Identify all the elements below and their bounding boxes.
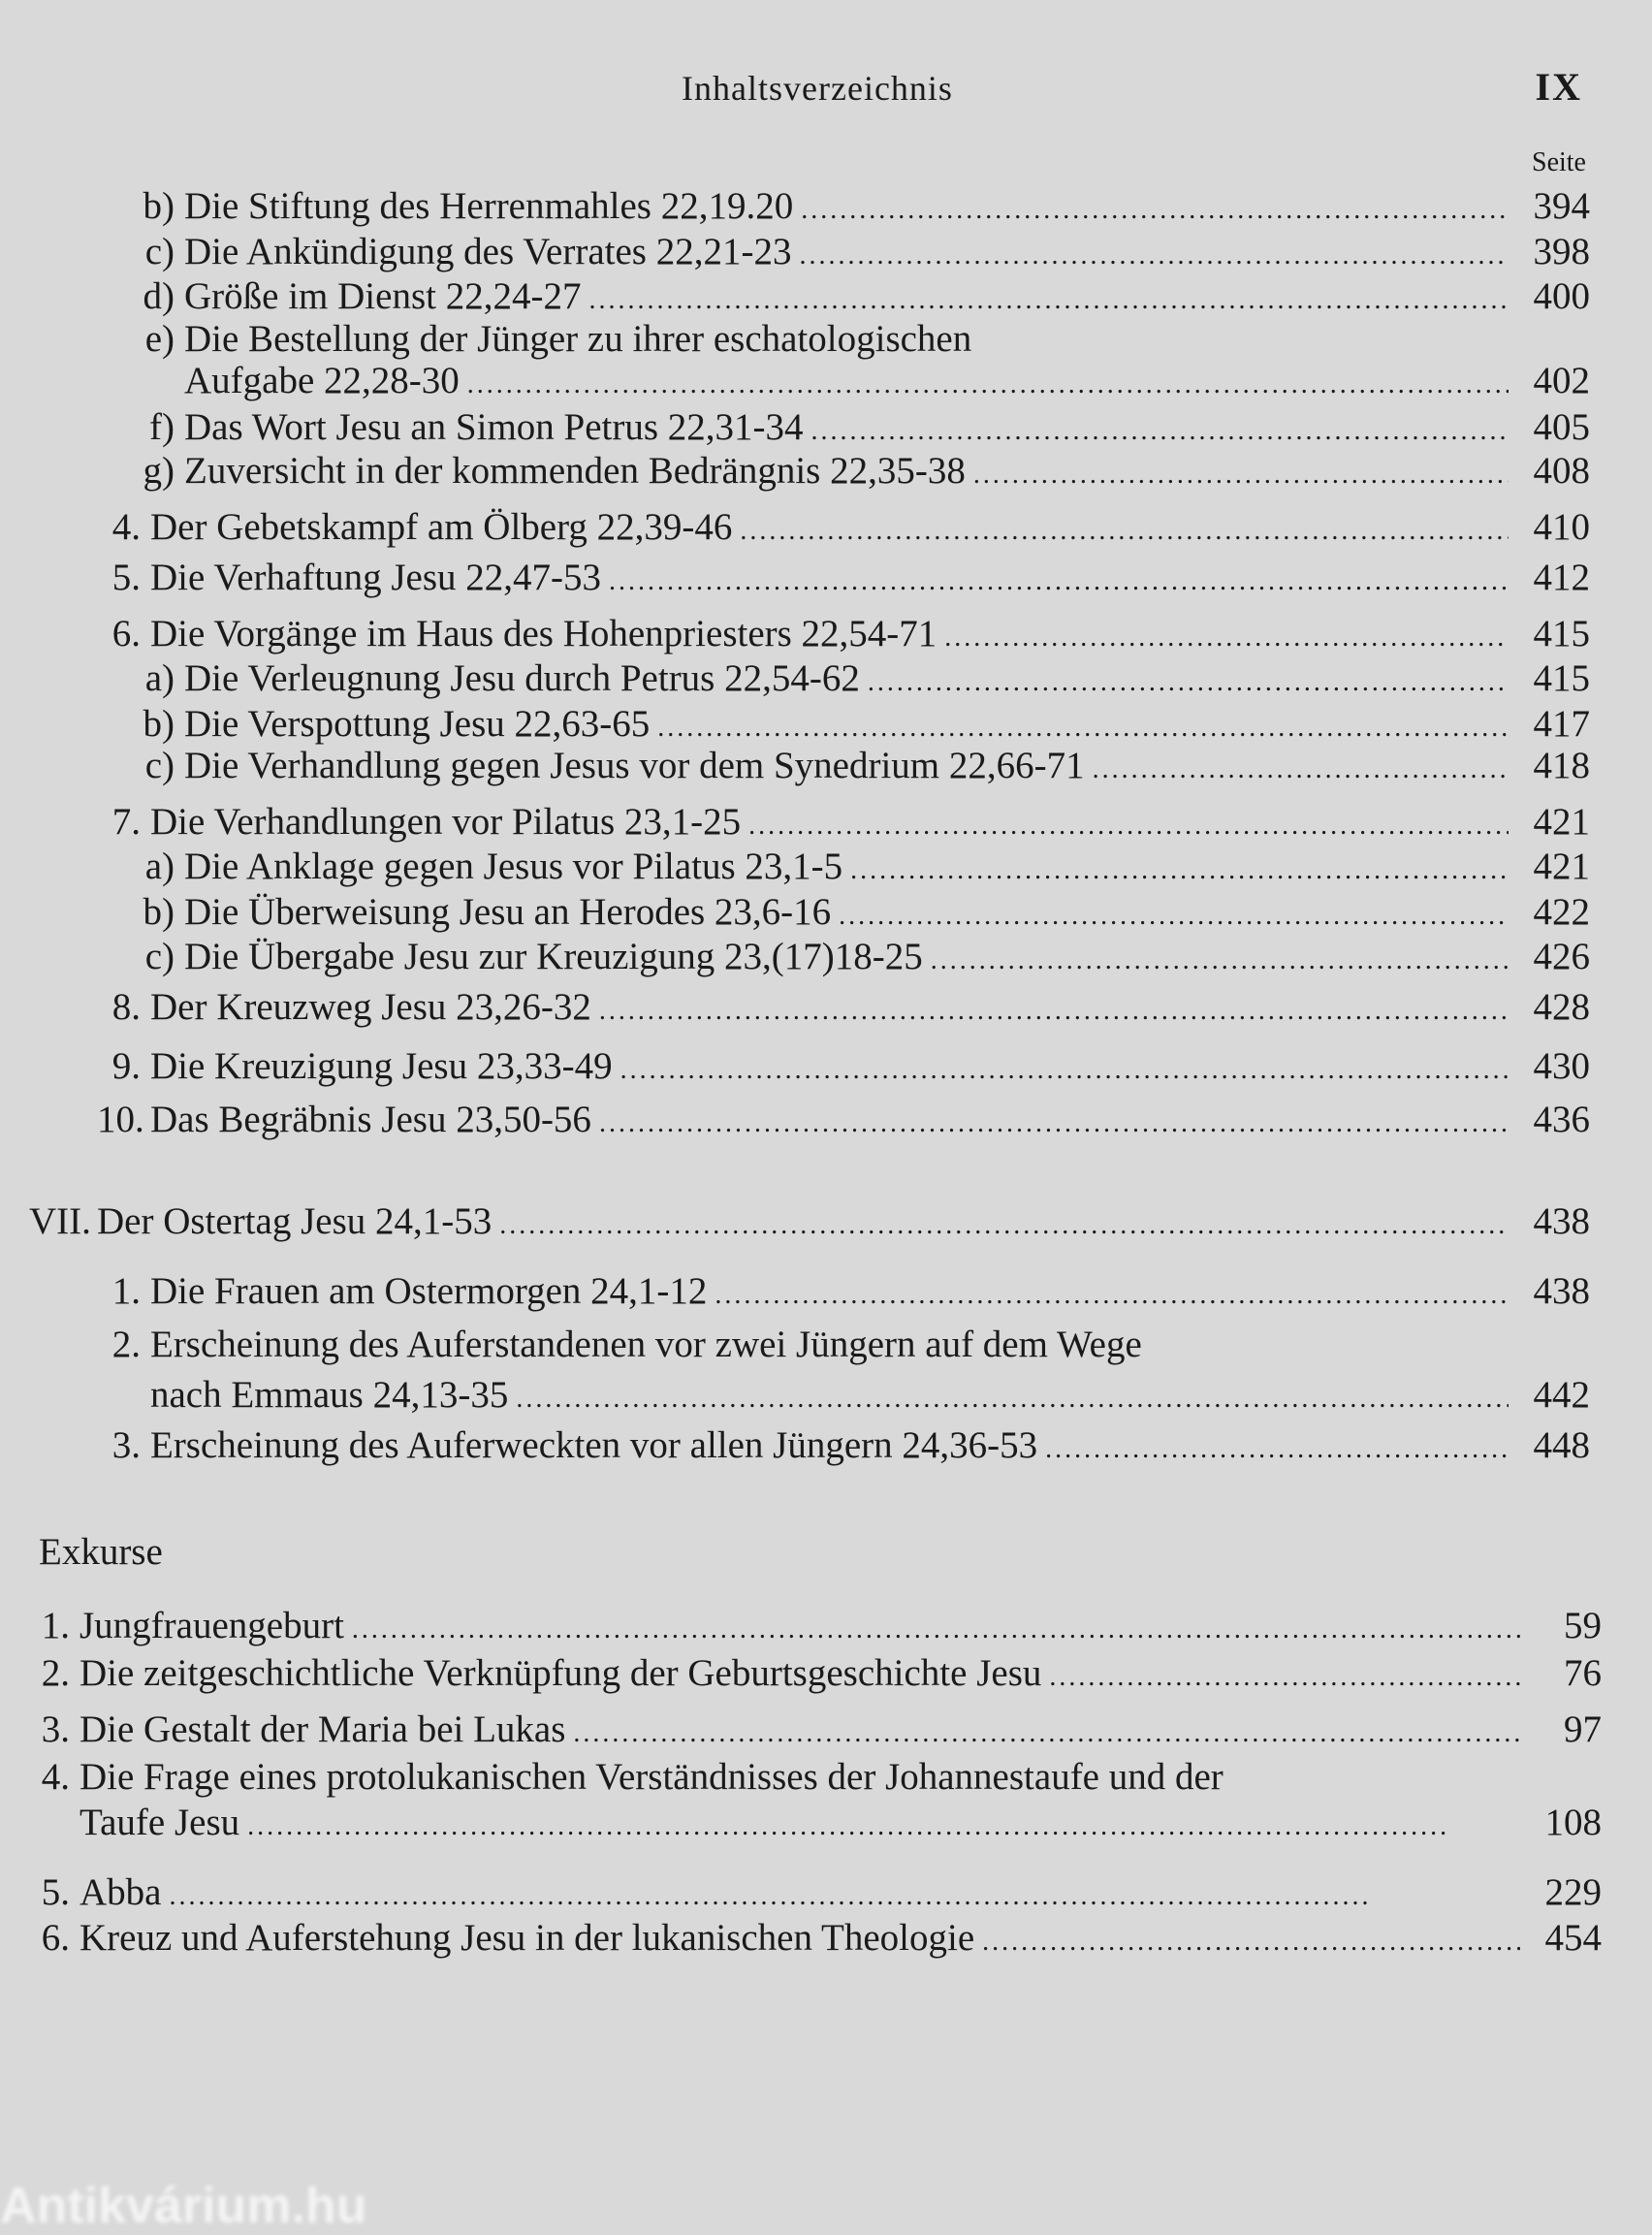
entry-number: b)	[143, 185, 175, 227]
dot-leader	[715, 1280, 1509, 1311]
entry-page: 229	[1544, 1871, 1602, 1913]
entry-title: Jungfrauengeburt	[79, 1605, 344, 1646]
entry-title-continuation: Aufgabe 22,28-30	[184, 360, 460, 401]
entry-page: 402	[1533, 360, 1590, 401]
toc-entry	[97, 1269, 1590, 1316]
dot-leader	[599, 1108, 1509, 1139]
toc-entry-continuation	[150, 1373, 1590, 1420]
entry-page: 421	[1533, 846, 1590, 887]
toc-entry	[29, 1755, 1495, 1802]
toc-entry-continuation	[184, 359, 1590, 405]
toc-entry	[136, 656, 1590, 703]
toc-entry	[97, 1044, 1590, 1091]
entry-page: 400	[1533, 275, 1590, 317]
entry-title: Die Verleugnung Jesu durch Petrus 22,54-62	[184, 657, 860, 699]
entry-title: Die Ankündigung des Verrates 22,21-23	[184, 231, 792, 272]
entry-number: f)	[149, 406, 175, 448]
toc-entry	[29, 1870, 1602, 1917]
entry-number: c)	[144, 745, 175, 786]
entry-title: Der Gebetskampf am Ölberg 22,39-46	[150, 506, 733, 548]
entry-number: 6.	[111, 613, 141, 655]
entry-title: Die Vorgänge im Haus des Hohenpriesters 22,54-71	[150, 613, 937, 655]
dot-leader	[516, 1384, 1509, 1415]
entry-title: Die Kreuzigung Jesu 23,33-49	[150, 1045, 613, 1087]
entry-title: Größe im Dienst 22,24-27	[184, 275, 582, 317]
entry-number: e)	[144, 318, 175, 360]
entry-number: 8.	[111, 986, 141, 1028]
dot-leader	[931, 945, 1509, 976]
dot-leader	[499, 1210, 1509, 1241]
entry-title: Die Anklage gegen Jesus vor Pilatus 23,1-5	[184, 846, 843, 887]
entry-number: 3.	[41, 1708, 70, 1750]
entry-page: 454	[1544, 1917, 1602, 1959]
toc-entry	[29, 1651, 1602, 1698]
entry-number: 3.	[111, 1424, 141, 1466]
entry-page: 76	[1564, 1652, 1602, 1694]
toc-entry	[97, 985, 1590, 1032]
dot-leader	[850, 855, 1509, 886]
dot-leader	[588, 285, 1509, 316]
entry-number: c)	[144, 936, 175, 977]
entry-title: Die Stiftung des Herrenmahles 22,19.20	[184, 185, 794, 227]
entry-number: a)	[144, 657, 175, 699]
entry-title: Die Überweisung Jesu an Herodes 23,6-16	[184, 891, 832, 933]
toc-entry	[29, 1604, 1602, 1650]
dot-leader	[868, 667, 1509, 698]
toc-entry	[29, 1916, 1602, 1963]
entry-number: b)	[143, 891, 175, 933]
dot-leader	[352, 1614, 1520, 1645]
toc-entry	[97, 556, 1590, 602]
entry-page: 417	[1533, 703, 1590, 745]
entry-title: Die Verspottung Jesu 22,63-65	[184, 703, 651, 745]
dot-leader	[620, 1055, 1509, 1086]
entry-title: Die zeitgeschichtliche Verknüpfung der Geburtsgeschichte Jesu	[79, 1652, 1042, 1694]
entry-title: Die Übergabe Jesu zur Kreuzigung 23,(17)18-25	[184, 936, 923, 977]
entry-title: Die Frauen am Ostermorgen 24,1-12	[150, 1270, 708, 1312]
toc-entry	[136, 702, 1590, 749]
entry-number: 5.	[111, 557, 141, 598]
toc-entry	[97, 1423, 1590, 1470]
exkurse-heading: Exkurse	[39, 1531, 163, 1573]
entry-number: 5.	[41, 1871, 70, 1913]
entry-number: 1.	[111, 1270, 141, 1312]
dot-leader	[1093, 754, 1509, 785]
entry-title: Das Begräbnis Jesu 23,50-56	[150, 1099, 591, 1140]
dot-leader	[573, 1718, 1520, 1749]
entry-page: 418	[1533, 745, 1590, 786]
page-number: IX	[1535, 65, 1582, 109]
dot-leader	[944, 623, 1509, 654]
entry-title: Die Verhaftung Jesu 22,47-53	[150, 557, 602, 598]
entry-number: d)	[143, 275, 175, 317]
dot-leader	[247, 1811, 1520, 1842]
dot-leader	[169, 1881, 1520, 1912]
entry-number: b)	[143, 703, 175, 745]
entry-page: 405	[1533, 406, 1590, 448]
entry-page: 438	[1533, 1200, 1590, 1242]
dot-leader	[1045, 1434, 1509, 1465]
toc-entry	[136, 274, 1590, 321]
entry-page: 438	[1533, 1270, 1590, 1312]
entry-title: Kreuz und Auferstehung Jesu in der lukanischen Theologie	[79, 1917, 975, 1959]
toc-entry	[97, 505, 1590, 552]
dot-leader	[748, 811, 1509, 842]
toc-entry	[136, 184, 1590, 231]
entry-page: 430	[1533, 1045, 1590, 1087]
toc-entry	[97, 612, 1590, 658]
dot-leader	[1049, 1662, 1520, 1693]
toc-entry-continuation	[79, 1801, 1602, 1847]
toc-entry	[97, 1323, 1483, 1369]
entry-page: 442	[1533, 1374, 1590, 1416]
entry-title: Der Kreuzweg Jesu 23,26-32	[150, 986, 591, 1028]
entry-title: Zuversicht in der kommenden Bedrängnis 22,35-38	[184, 450, 966, 492]
dot-leader	[982, 1927, 1520, 1958]
entry-title: Die Bestellung der Jünger zu ihrer eschatologischen	[184, 318, 972, 360]
entry-title: Der Ostertag Jesu 24,1-53	[97, 1200, 492, 1242]
entry-page: 108	[1544, 1802, 1602, 1843]
entry-title-continuation: nach Emmaus 24,13-35	[150, 1374, 509, 1416]
dot-leader	[973, 460, 1509, 491]
entry-title: Die Verhandlung gegen Jesus vor dem Synedrium 22,66-71	[184, 745, 1085, 786]
dot-leader	[801, 195, 1509, 226]
entry-title: Erscheinung des Auferweckten vor allen Jüngern 24,36-53	[150, 1424, 1038, 1466]
entry-title: Die Verhandlungen vor Pilatus 23,1-25	[150, 801, 742, 843]
entry-number: 7.	[111, 801, 141, 843]
entry-page: 412	[1533, 557, 1590, 598]
entry-page: 426	[1533, 936, 1590, 977]
entry-page: 436	[1533, 1099, 1590, 1140]
toc-entry	[97, 1098, 1590, 1144]
entry-page: 97	[1564, 1708, 1602, 1750]
dot-leader	[599, 996, 1509, 1027]
toc-entry	[136, 935, 1590, 981]
toc-entry	[136, 230, 1590, 276]
entry-title-continuation: Taufe Jesu	[79, 1802, 240, 1843]
entry-page: 408	[1533, 450, 1590, 492]
entry-number: 10.	[97, 1099, 144, 1140]
dot-leader	[609, 566, 1509, 597]
entry-number: 4.	[41, 1756, 70, 1798]
entry-page: 422	[1533, 891, 1590, 933]
entry-number: 2.	[111, 1324, 141, 1365]
entry-page: 59	[1564, 1605, 1602, 1646]
entry-title: Die Frage eines protolukanischen Verständnisses der Johannestaufe und der	[79, 1756, 1223, 1798]
entry-title: Erscheinung des Auferstandenen vor zwei Jüngern auf dem Wege	[150, 1324, 1142, 1365]
toc-entry	[29, 1708, 1602, 1754]
entry-number: c)	[144, 231, 175, 272]
entry-page: 394	[1533, 185, 1590, 227]
page-column-label: Seite	[1532, 147, 1586, 177]
entry-number: 4.	[111, 506, 141, 548]
dot-leader	[740, 516, 1509, 547]
entry-page: 410	[1533, 506, 1590, 548]
entry-page: 415	[1533, 613, 1590, 655]
dot-leader	[657, 713, 1509, 744]
toc-entry	[136, 845, 1590, 891]
dot-leader	[467, 369, 1509, 400]
entry-number: 6.	[41, 1917, 70, 1959]
entry-page: 415	[1533, 657, 1590, 699]
dot-leader	[799, 240, 1509, 271]
entry-title: Die Gestalt der Maria bei Lukas	[79, 1708, 566, 1750]
dot-leader	[811, 416, 1509, 447]
toc-entry	[136, 317, 1483, 364]
toc-entry	[97, 800, 1590, 846]
entry-title: Abba	[79, 1871, 162, 1913]
toc-entry	[29, 1199, 1590, 1246]
toc-entry	[136, 449, 1590, 495]
toc-entry	[136, 890, 1590, 937]
entry-page: 421	[1533, 801, 1590, 843]
entry-title: Das Wort Jesu an Simon Petrus 22,31-34	[184, 406, 804, 448]
watermark: Antikvárium.hu	[0, 2178, 367, 2234]
entry-number: a)	[144, 846, 175, 887]
entry-number: 9.	[111, 1045, 141, 1087]
entry-number: g)	[143, 450, 175, 492]
entry-number: 1.	[41, 1605, 70, 1646]
entry-page: 448	[1533, 1424, 1590, 1466]
dot-leader	[839, 901, 1509, 932]
entry-page: 428	[1533, 986, 1590, 1028]
toc-entry	[136, 744, 1590, 790]
running-header-title: Inhaltsverzeichnis	[682, 69, 953, 108]
entry-number: 2.	[41, 1652, 70, 1694]
entry-number: VII.	[29, 1200, 91, 1242]
entry-page: 398	[1533, 231, 1590, 272]
toc-entry	[136, 405, 1590, 452]
